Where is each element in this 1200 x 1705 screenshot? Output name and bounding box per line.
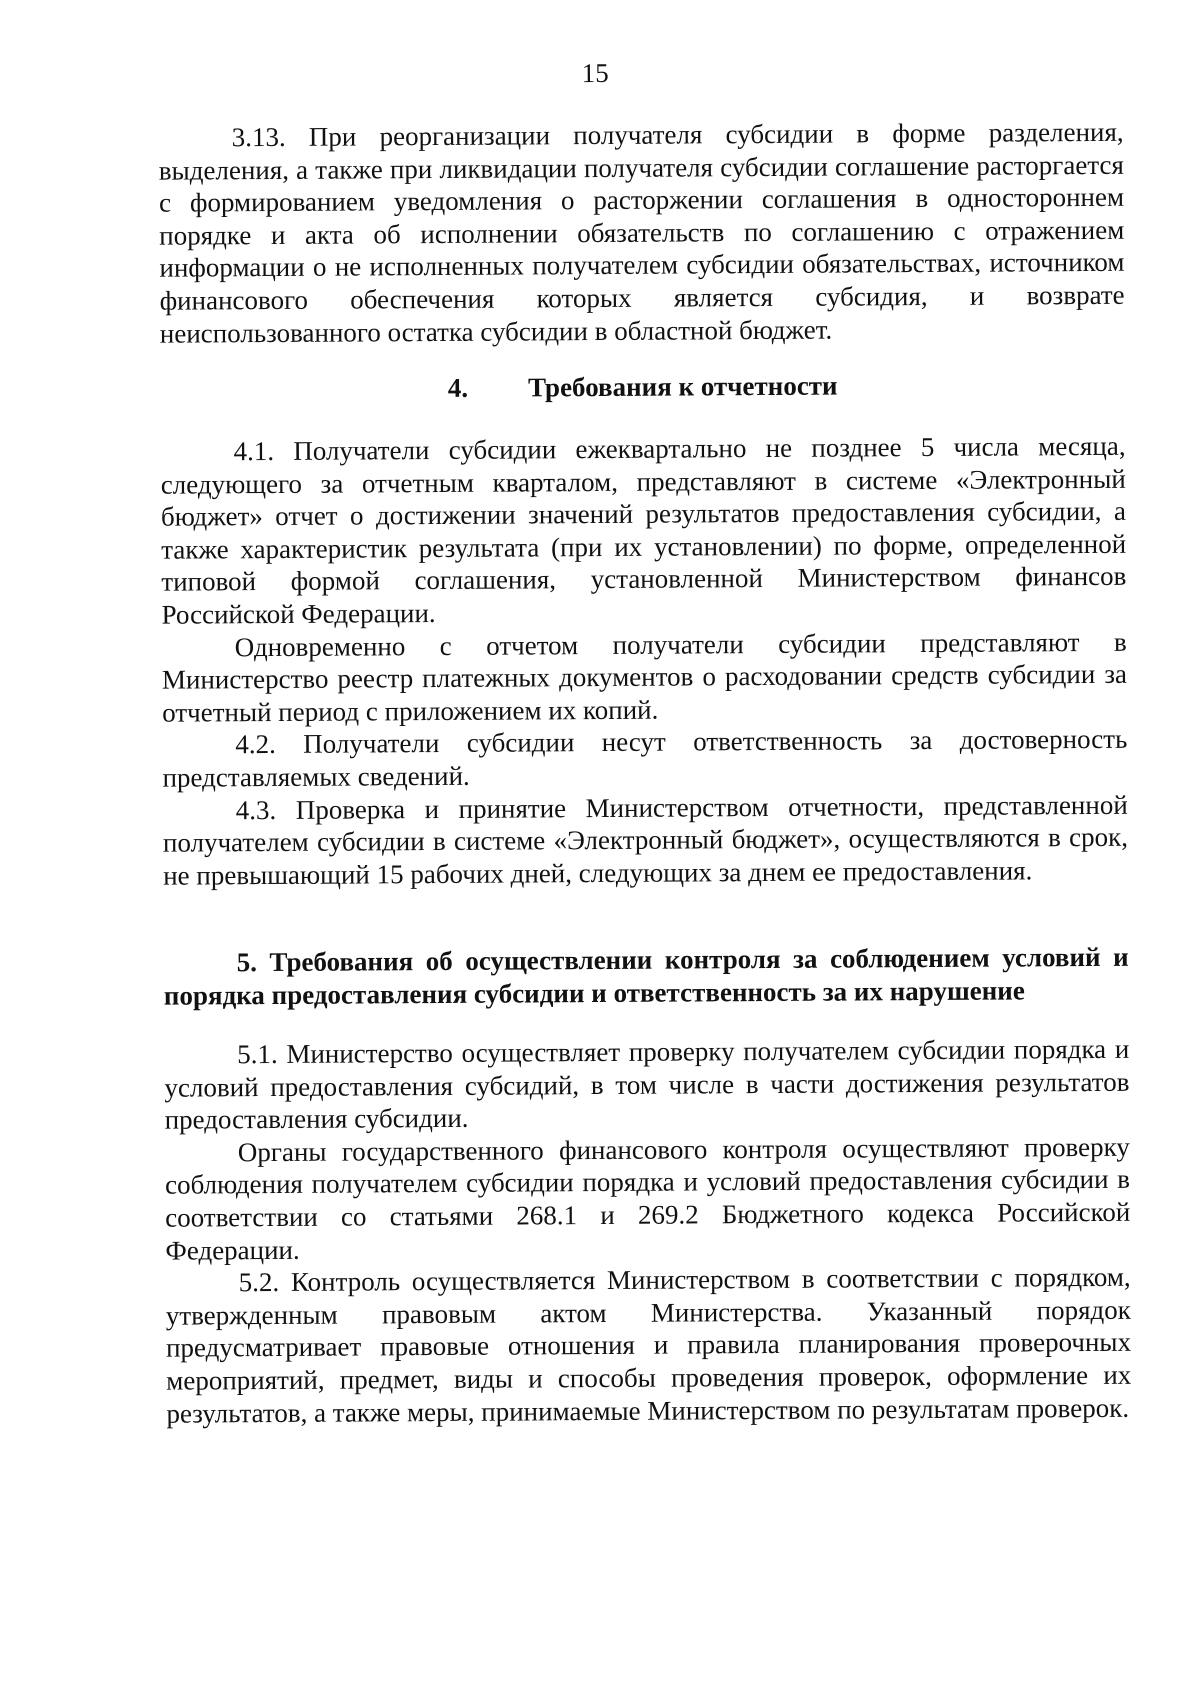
section-4-body <box>160 430 1128 892</box>
paragraph-5-1: 5.1. Министерство осуществляет проверку получателем субсидии порядка и условий предоставления субсидий, в том числе в части достижения результатов предоставления субсидии. <box>164 1033 1130 1135</box>
paragraph-4-1-continued: Одновременно с отчетом получатели субсидии представляют в Министерство реестр платежных документов о расходовании средств субсидии за отчетный период с приложением их копий. <box>161 626 1128 728</box>
paragraph-4-2: 4.2. Получатели субсидии несут ответственность за достоверность представляемых сведений. <box>162 724 1128 793</box>
paragraph-5-1-continued: Органы государственного финансового контроля осуществляют проверку соблюдения получателем субсидии порядка и условий предоставления субсидии в соответствии со статьями 268.1 и 269.2 Бюджетного кодекса Российской Федерации. <box>164 1131 1131 1266</box>
section-4-heading <box>160 368 1125 407</box>
section-4-number: 4. <box>447 372 469 403</box>
section-5-body <box>164 1033 1131 1430</box>
paragraph-4-3: 4.3. Проверка и принятие Министерством отчетности, представленной получателем субсидии в системе «Электронный бюджет», осуществляются в срок, не превышающий 15 рабочих дней, следующих за днем ее предоставления. <box>162 789 1129 891</box>
page-number: 15 <box>581 57 609 89</box>
section-5-heading: 5. Требования об осуществлении контроля за соблюдением условий и порядка предоставления субсидии и ответственность за их нарушение <box>163 941 1129 1011</box>
paragraph-3-13-block <box>159 116 1125 350</box>
paragraph-4-1: 4.1. Получатели субсидии ежеквартально не позднее 5 числа месяца, следующего за отчетным кварталом, представляют в системе «Электронный бюджет» отчет о достижении значений результатов предоставления субсидии, а также характеристик результата (при их установлении) по форме, определенной типовой формой соглашения, установленной Министерством финансов Российской Федерации. <box>160 430 1127 630</box>
paragraph-3-13: 3.13. При реорганизации получателя субсидии в форме разделения, выделения, а также при ликвидации получателя субсидии соглашение расторгается с формированием уведомления о расторжении соглашения в одностороннем порядке и акта об исполнении обязательств по соглашению с отражением информации о не исполненных получателем субсидии обязательствах, источником финансового обеспечения которых является субсидия, и возврате неиспользованного остатка субсидии в областной бюджет. <box>158 116 1125 349</box>
section-4-title: Требования к отчетности <box>527 370 838 403</box>
paragraph-5-2: 5.2. Контроль осуществляется Министерством в соответствии с порядком, утвержденным правовым актом Министерства. Указанный порядок предусматривает правовые отношения и правила планирования проверочных мероприятий, предмет, виды и способы проведения проверок, оформление их результатов, а также меры, принимаемые Министерством по результатам проверок. <box>165 1261 1132 1429</box>
